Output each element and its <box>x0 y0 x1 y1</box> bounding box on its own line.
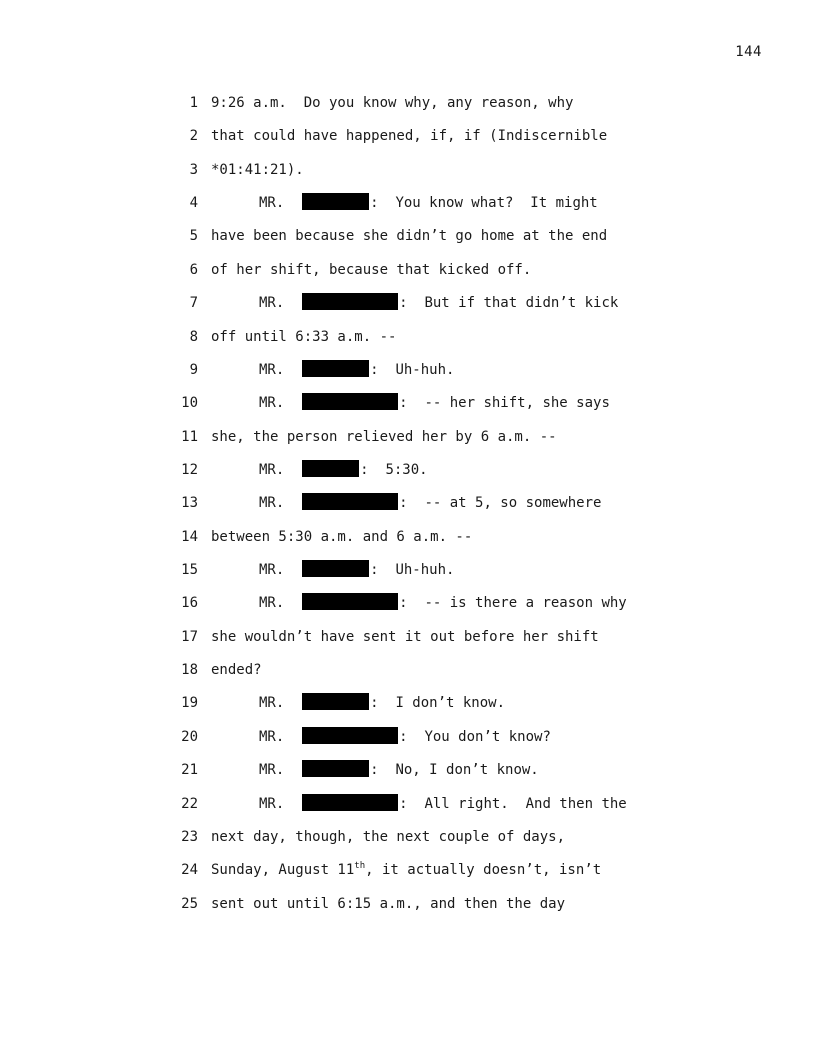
page-number: 144 <box>735 44 762 60</box>
redaction-bar <box>302 193 369 210</box>
line-number: 2 <box>189 128 198 145</box>
redaction-bar <box>302 293 398 310</box>
speaker-label: MR. <box>259 395 285 412</box>
speaker-label: MR. <box>259 795 285 812</box>
line-text-segment: off until 6:33 a.m. -- <box>211 328 397 345</box>
line-text-segment: that could have happened, if, if (Indiscernible <box>211 128 608 145</box>
line-text <box>211 554 454 587</box>
line-number: 17 <box>181 628 198 645</box>
redaction-bar <box>302 794 398 811</box>
line-text-segment: between 5:30 a.m. and 6 a.m. -- <box>211 528 473 545</box>
transcript-line <box>0 587 816 620</box>
line-text-segment: : I don’t know. <box>370 695 506 712</box>
transcript-line <box>0 821 816 854</box>
line-text <box>211 220 607 253</box>
speaker-label: MR. <box>259 461 285 478</box>
transcript-line <box>0 487 816 520</box>
line-text-segment: of her shift, because that kicked off. <box>211 261 532 278</box>
line-text <box>211 621 599 654</box>
line-number: 25 <box>181 895 198 912</box>
line-number: 23 <box>181 828 198 845</box>
line-text-segment: : All right. And then the <box>399 795 627 812</box>
line-text <box>211 521 472 554</box>
line-number: 4 <box>189 195 198 212</box>
line-number: 20 <box>181 728 198 745</box>
line-text-segment: sent out until 6:15 a.m., and then the day <box>211 895 566 912</box>
line-text-segment: have been because she didn’t go home at the end <box>211 228 608 245</box>
line-text-segment: : But if that didn’t kick <box>399 295 619 312</box>
transcript-line <box>0 387 816 420</box>
transcript-line <box>0 687 816 720</box>
redaction-bar <box>302 460 359 477</box>
transcript-line <box>0 721 816 754</box>
line-text <box>211 354 454 387</box>
transcript-line <box>0 254 816 287</box>
line-text <box>211 187 598 220</box>
transcript-line <box>0 854 816 887</box>
transcript-line <box>0 554 816 587</box>
line-text <box>211 387 610 420</box>
line-text-segment: Sunday, August 11 <box>211 862 355 879</box>
redaction-bar <box>302 593 398 610</box>
speaker-label: MR. <box>259 695 285 712</box>
transcript-line <box>0 654 816 687</box>
speaker-label: MR. <box>259 295 285 312</box>
line-text <box>211 754 539 787</box>
redaction-bar <box>302 560 369 577</box>
transcript-line <box>0 87 816 120</box>
line-text <box>211 120 607 153</box>
line-text-segment: : Uh-huh. <box>370 361 455 378</box>
line-number: 11 <box>181 428 198 445</box>
line-number: 21 <box>181 762 198 779</box>
line-text <box>211 254 531 287</box>
line-text <box>211 654 262 687</box>
line-number: 6 <box>189 261 198 278</box>
transcript-line <box>0 454 816 487</box>
transcript-line <box>0 154 816 187</box>
line-text <box>211 687 505 720</box>
line-text-segment: : -- is there a reason why <box>399 595 627 612</box>
line-text-segment: : You know what? It might <box>370 195 598 212</box>
line-number: 16 <box>181 595 198 612</box>
line-text <box>211 721 551 754</box>
transcript-line <box>0 421 816 454</box>
line-number: 12 <box>181 461 198 478</box>
line-text <box>211 87 573 120</box>
speaker-label: MR. <box>259 495 285 512</box>
line-text-segment: she, the person relieved her by 6 a.m. -- <box>211 428 557 445</box>
line-text-segment: next day, though, the next couple of days, <box>211 828 566 845</box>
line-text <box>211 287 618 320</box>
line-number: 15 <box>181 562 198 579</box>
line-number: 7 <box>189 295 198 312</box>
redaction-bar <box>302 493 398 510</box>
redaction-bar <box>302 760 369 777</box>
line-text <box>211 154 304 187</box>
line-text <box>211 454 428 487</box>
line-text-segment: , it actually doesn’t, isn’t <box>365 862 602 879</box>
line-text-segment: 9:26 a.m. Do you know why, any reason, why <box>211 95 574 111</box>
line-number: 5 <box>189 228 198 245</box>
line-number: 19 <box>181 695 198 712</box>
speaker-label: MR. <box>259 762 285 779</box>
speaker-label: MR. <box>259 195 285 212</box>
line-text-segment: she wouldn’t have sent it out before her shift <box>211 628 599 645</box>
line-text <box>211 487 601 520</box>
transcript-line <box>0 754 816 787</box>
transcript-line <box>0 621 816 654</box>
speaker-label: MR. <box>259 361 285 378</box>
line-number: 14 <box>181 528 198 545</box>
redaction-bar <box>302 360 369 377</box>
line-text-segment: : Uh-huh. <box>370 562 455 579</box>
speaker-label: MR. <box>259 728 285 745</box>
transcript-line <box>0 321 816 354</box>
line-number: 3 <box>189 161 198 178</box>
line-text <box>211 421 557 454</box>
speaker-label: MR. <box>259 562 285 579</box>
line-text <box>211 888 565 921</box>
redaction-bar <box>302 693 369 710</box>
transcript-line <box>0 888 816 921</box>
transcript-body <box>0 87 816 921</box>
redaction-bar <box>302 727 398 744</box>
line-text <box>211 854 601 887</box>
line-text-segment: : -- her shift, she says <box>399 395 610 412</box>
line-number: 13 <box>181 495 198 512</box>
line-text-segment: ended? <box>211 662 262 679</box>
line-text-segment: : 5:30. <box>360 461 428 478</box>
line-number: 18 <box>181 662 198 679</box>
line-text <box>211 821 565 854</box>
ordinal-suffix: th <box>354 861 366 872</box>
line-text <box>211 321 396 354</box>
line-number: 1 <box>189 95 198 111</box>
transcript-line <box>0 187 816 220</box>
line-text-segment: *01:41:21). <box>211 161 304 178</box>
line-text-segment: : -- at 5, so somewhere <box>399 495 602 512</box>
line-number: 10 <box>181 395 198 412</box>
redaction-bar <box>302 393 398 410</box>
speaker-label: MR. <box>259 595 285 612</box>
line-text-segment: : No, I don’t know. <box>370 762 539 779</box>
transcript-line <box>0 287 816 320</box>
transcript-line <box>0 120 816 153</box>
transcript-line <box>0 521 816 554</box>
transcript-line <box>0 354 816 387</box>
line-text <box>211 587 627 620</box>
line-text-segment: : You don’t know? <box>399 728 551 745</box>
line-number: 24 <box>181 862 198 879</box>
line-number: 8 <box>189 328 198 345</box>
transcript-line <box>0 788 816 821</box>
line-number: 22 <box>181 795 198 812</box>
line-text <box>211 788 627 821</box>
transcript-line <box>0 220 816 253</box>
line-number: 9 <box>189 361 198 378</box>
